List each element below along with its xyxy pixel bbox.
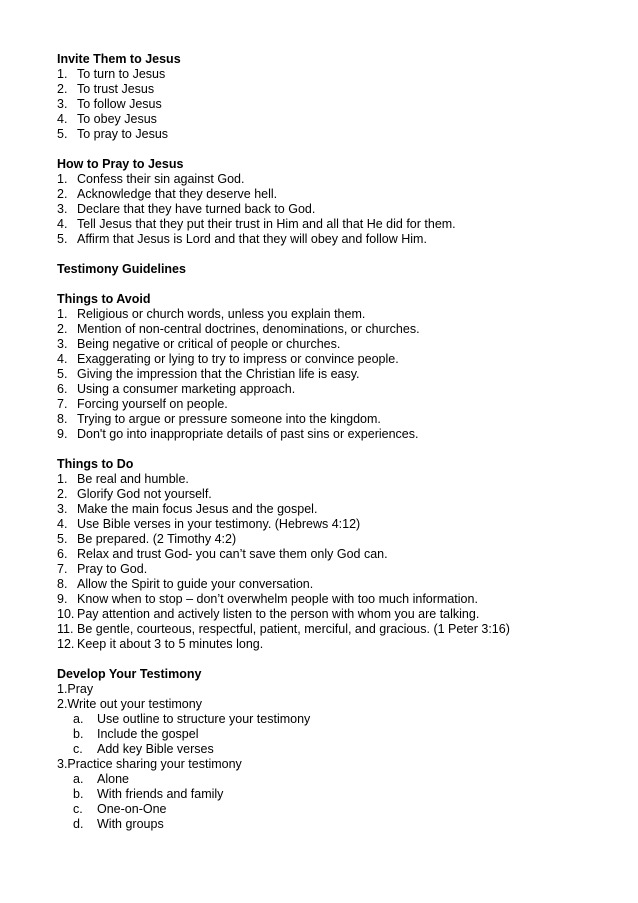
list-item: 1. Be real and humble. <box>57 472 189 486</box>
list-item: 2. Acknowledge that they deserve hell. <box>57 187 278 201</box>
list-item: 3. To follow Jesus <box>57 97 162 111</box>
list-item: b. With friends and family <box>73 787 224 801</box>
section-heading-todo: Things to Do <box>57 457 134 471</box>
list-item: c. Add key Bible verses <box>73 742 214 756</box>
list-item: c. One-on-One <box>73 802 167 816</box>
develop-step-3-sublist <box>57 772 617 832</box>
spacer <box>57 442 617 457</box>
list-item: d. With groups <box>73 817 164 831</box>
section-heading-invite: Invite Them to Jesus <box>57 52 181 66</box>
spacer <box>57 142 617 157</box>
develop-step-1: 1.Pray <box>57 682 94 696</box>
list-item: 7. Forcing yourself on people. <box>57 397 228 411</box>
list-item: 5. To pray to Jesus <box>57 127 169 141</box>
list-item: 7. Pray to God. <box>57 562 148 576</box>
list-item: a. Alone <box>73 772 129 786</box>
list-item: 9. Don't go into inappropriate details of past sins or experiences. <box>57 427 419 441</box>
list-item: 1. Religious or church words, unless you explain them. <box>57 307 366 321</box>
list-item: 5. Be prepared. (2 Timothy 4:2) <box>57 532 237 546</box>
list-item: 3. Declare that they have turned back to God. <box>57 202 316 216</box>
list-item: 8. Trying to argue or pressure someone into the kingdom. <box>57 412 381 426</box>
spacer <box>57 247 617 262</box>
avoid-list <box>57 307 617 442</box>
list-item: 2. Mention of non-central doctrines, denominations, or churches. <box>57 322 420 336</box>
develop-step-2: 2.Write out your testimony <box>57 697 202 711</box>
list-item: 11. Be gentle, courteous, respectful, patient, merciful, and gracious. (1 Peter 3:16) <box>57 622 510 636</box>
list-item: 5. Affirm that Jesus is Lord and that they will obey and follow Him. <box>57 232 427 246</box>
list-item: 4. Tell Jesus that they put their trust in Him and all that He did for them. <box>57 217 456 231</box>
list-item: 6. Relax and trust God- you can’t save them only God can. <box>57 547 388 561</box>
list-item: b. Include the gospel <box>73 727 199 741</box>
list-item: 1. Confess their sin against God. <box>57 172 245 186</box>
section-heading-avoid: Things to Avoid <box>57 292 151 306</box>
document-page <box>57 52 617 832</box>
spacer <box>57 652 617 667</box>
list-item: 12. Keep it about 3 to 5 minutes long. <box>57 637 264 651</box>
list-item: 3. Make the main focus Jesus and the gospel. <box>57 502 318 516</box>
list-item: 5. Giving the impression that the Christian life is easy. <box>57 367 360 381</box>
section-heading-pray: How to Pray to Jesus <box>57 157 184 171</box>
develop-step-2-sublist <box>57 712 617 757</box>
todo-list <box>57 472 617 652</box>
list-item: 4. Use Bible verses in your testimony. (Hebrews 4:12) <box>57 517 361 531</box>
invite-list <box>57 67 617 142</box>
pray-list <box>57 172 617 247</box>
develop-step-3: 3.Practice sharing your testimony <box>57 757 242 771</box>
section-heading-guidelines: Testimony Guidelines <box>57 262 186 276</box>
list-item: 2. To trust Jesus <box>57 82 155 96</box>
list-item: 8. Allow the Spirit to guide your conversation. <box>57 577 314 591</box>
spacer <box>57 277 617 292</box>
list-item: 10. Pay attention and actively listen to the person with whom you are talking. <box>57 607 480 621</box>
list-item: 9. Know when to stop – don’t overwhelm people with too much information. <box>57 592 478 606</box>
section-heading-develop: Develop Your Testimony <box>57 667 202 681</box>
list-item: 3. Being negative or critical of people or churches. <box>57 337 341 351</box>
list-item: 2. Glorify God not yourself. <box>57 487 212 501</box>
list-item: a. Use outline to structure your testimony <box>73 712 311 726</box>
list-item: 4. To obey Jesus <box>57 112 157 126</box>
list-item: 1. To turn to Jesus <box>57 67 166 81</box>
list-item: 4. Exaggerating or lying to try to impress or convince people. <box>57 352 399 366</box>
list-item: 6. Using a consumer marketing approach. <box>57 382 296 396</box>
